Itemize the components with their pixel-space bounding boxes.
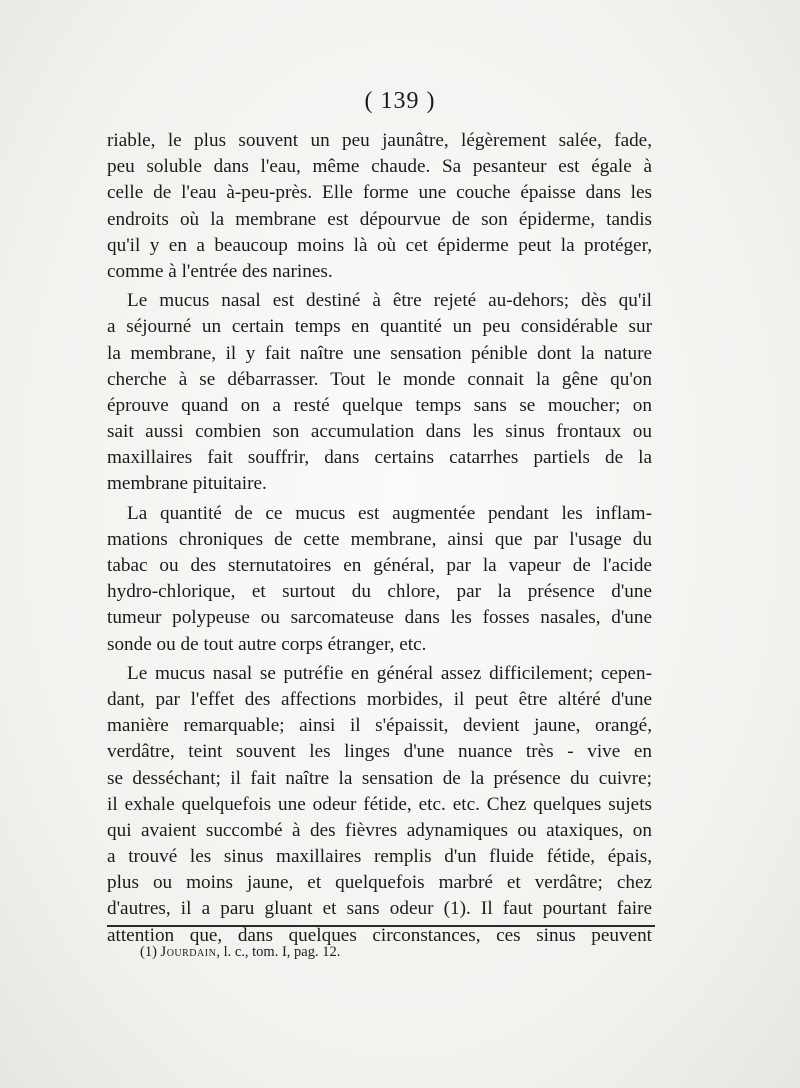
footnote-rule	[107, 925, 655, 927]
text-line: qu'il y en a beaucoup moins là où cet épiderme peut la protéger,	[107, 234, 652, 256]
footnote-reference: , l. c., tom. I, pag. 12.	[216, 944, 341, 960]
paragraph	[107, 501, 652, 658]
text-line: riable, le plus souvent un peu jaunâtre, légèrement salée, fade,	[107, 130, 652, 151]
text-line: Le mucus nasal est destiné à être rejeté au-dehors; dès qu'il	[127, 290, 652, 312]
text-line: tabac ou des sternutatoires en général, par la vapeur de l'acide	[107, 555, 652, 576]
text-line: a séjourné un certain temps en quantité un peu considérable sur	[107, 316, 652, 338]
text-line: manière remarquable; ainsi il s'épaissit, devient jaune, orangé,	[107, 715, 652, 737]
text-line: il exhale quelquefois une odeur fétide, etc. etc. Chez quelques sujets	[107, 793, 652, 815]
text-line: sonde ou de tout autre corps étranger, etc.	[107, 633, 427, 655]
text-line: sait aussi combien son accumulation dans les sinus frontaux ou	[107, 421, 652, 443]
footnote-author: Jourdain	[160, 944, 217, 960]
footnote-marker: (1)	[140, 944, 157, 960]
text-line: plus ou moins jaune, et quelquefois marbré et verdâtre; chez	[107, 872, 652, 894]
text-line: maxillaires fait souffrir, dans certains catarrhes partiels de la	[107, 447, 652, 469]
text-line: endroits où la membrane est dépourvue de son épiderme, tandis	[107, 208, 652, 230]
text-line: cherche à se débarrasser. Tout le monde connait la gêne qu'on	[107, 368, 652, 390]
footnote	[140, 944, 340, 961]
text-line: mations chroniques de cette membrane, ainsi que par l'usage du	[107, 528, 652, 550]
paragraph	[107, 288, 652, 498]
text-line: membrane pituitaire.	[107, 473, 267, 495]
text-line: a trouvé les sinus maxillaires remplis d'un fluide fétide, épais,	[107, 846, 652, 868]
paragraph	[107, 661, 652, 949]
text-line: se desséchant; il fait naître la sensation de la présence du cuivre;	[107, 767, 652, 789]
text-line: Le mucus nasal se putréfie en général assez difficilement; cepen-	[127, 662, 652, 684]
text-line: comme à l'entrée des narines.	[107, 260, 333, 282]
text-line: peu soluble dans l'eau, même chaude. Sa pesanteur est égale à	[107, 156, 652, 178]
text-line: tumeur polypeuse ou sarcomateuse dans les fosses nasales, d'une	[107, 607, 652, 629]
text-line: la membrane, il y fait naître une sensation pénible dont la nature	[107, 342, 652, 364]
text-line: dant, par l'effet des affections morbides, il peut être altéré d'une	[107, 688, 652, 710]
text-line: verdâtre, teint souvent les linges d'une nuance très - vive en	[107, 741, 652, 763]
text-line: hydro-chlorique, et surtout du chlore, par la présence d'une	[107, 581, 652, 603]
paragraph	[107, 128, 652, 285]
text-line: éprouve quand on a resté quelque temps sans se moucher; on	[107, 394, 652, 416]
text-line: d'autres, il a paru gluant et sans odeur (1). Il faut pourtant faire	[107, 898, 652, 920]
page-number: ( 139 )	[364, 88, 436, 114]
text-line: La quantité de ce mucus est augmentée pendant les inflam-	[127, 502, 652, 524]
text-line: qui avaient succombé à des fièvres adynamiques ou ataxiques, on	[107, 819, 652, 841]
text-line: attention que, dans quelques circonstances, ces sinus peuvent	[107, 924, 652, 946]
text-line: celle de l'eau à-peu-près. Elle forme une couche épaisse dans les	[107, 182, 652, 204]
body-text	[107, 128, 652, 949]
